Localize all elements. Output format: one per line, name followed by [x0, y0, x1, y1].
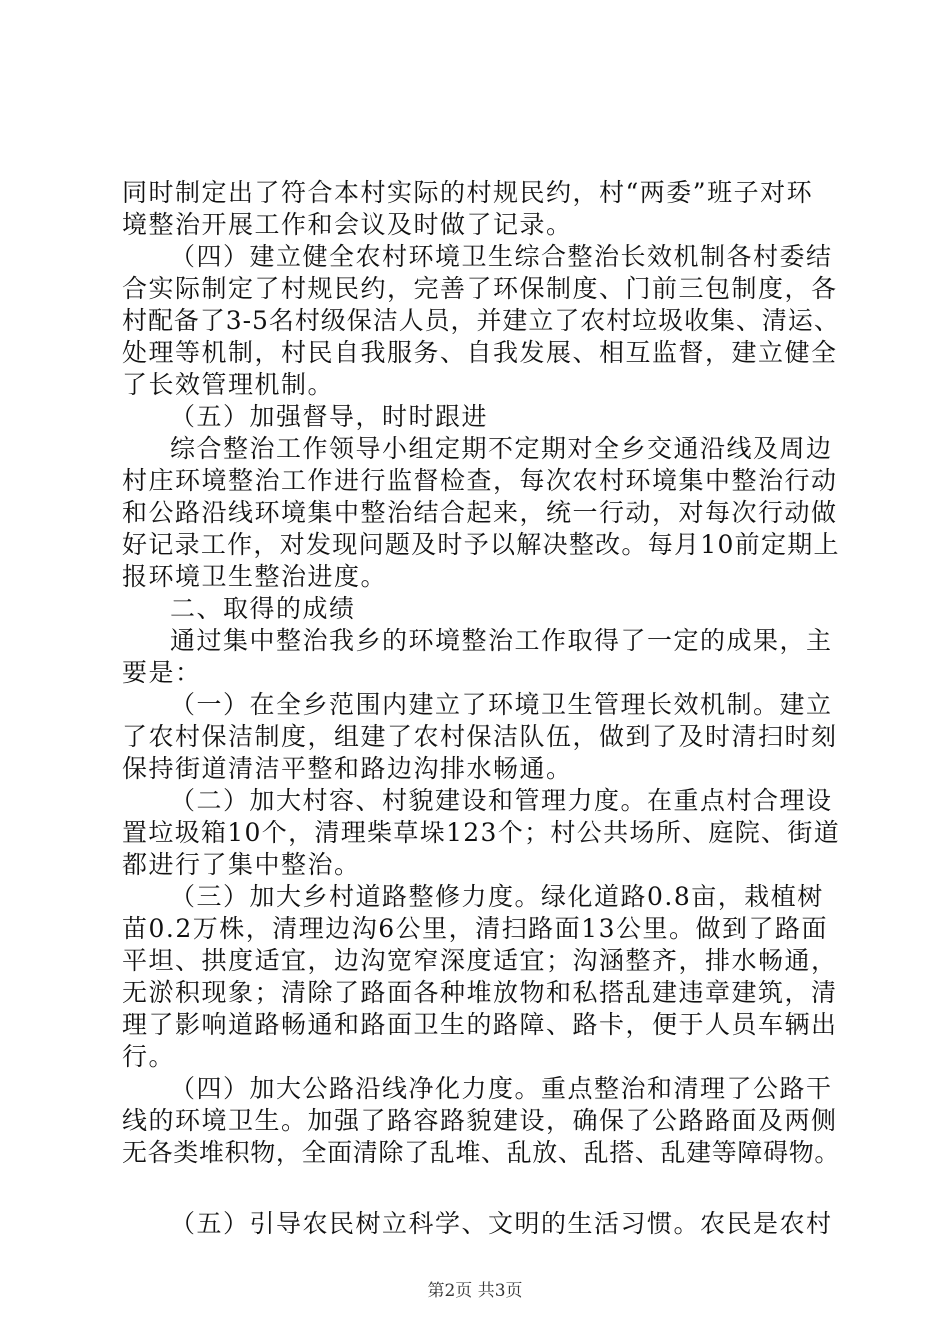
paragraph-line: 村配备了3-5名村级保洁人员，并建立了农村垃圾收集、清运、 [122, 306, 840, 335]
paragraph-line: 都进行了集中整治。 [122, 850, 361, 879]
section-heading: （五）加强督导，时时跟进 [170, 402, 489, 431]
paragraph-line: 线的环境卫生。加强了路容路貌建设，确保了公路路面及两侧 [122, 1106, 838, 1135]
paragraph-line: 无淤积现象；清除了路面各种堆放物和私搭乱建违章建筑，清 [122, 978, 838, 1007]
paragraph-line: 处理等机制，村民自我服务、自我发展、相互监督，建立健全 [122, 338, 838, 367]
paragraph-line: 报环境卫生整治进度。 [122, 562, 388, 591]
paragraph-line: 同时制定出了符合本村实际的村规民约，村“两委”班子对环 [122, 178, 814, 207]
paragraph-line: 要是： [122, 658, 202, 687]
paragraph-line: 无各类堆积物，全面清除了乱堆、乱放、乱搭、乱建等障碍物。 [122, 1138, 841, 1167]
paragraph-line: （三）加大乡村道路整修力度。绿化道路0.8亩，栽植树 [170, 882, 824, 911]
paragraph-line: 保持街道清洁平整和路边沟排水畅通。 [122, 754, 573, 783]
paragraph-line: 综合整治工作领导小组定期不定期对全乡交通沿线及周边 [170, 434, 833, 463]
paragraph-line: 村庄环境整治工作进行监督检查，每次农村环境集中整治行动 [122, 466, 838, 495]
paragraph-line: （四）加大公路沿线净化力度。重点整治和清理了公路干 [170, 1074, 833, 1103]
paragraph-line: 境整治开展工作和会议及时做了记录。 [122, 210, 573, 239]
paragraph-line: （四）建立健全农村环境卫生综合整治长效机制各村委结 [170, 242, 833, 271]
paragraph-line: 好记录工作，对发现问题及时予以解决整改。每月10前定期上 [122, 530, 840, 559]
paragraph-line: 了长效管理机制。 [122, 370, 335, 399]
paragraph-line: 合实际制定了村规民约，完善了环保制度、门前三包制度，各 [122, 274, 838, 303]
section-heading: 二、取得的成绩 [170, 594, 356, 623]
paragraph-line: 平坦、拱度适宜，边沟宽窄深度适宜；沟涵整齐，排水畅通， [122, 946, 838, 975]
paragraph-line: 行。 [122, 1042, 176, 1071]
paragraph-line: （五）引导农民树立科学、文明的生活习惯。农民是农村 [170, 1209, 833, 1238]
paragraph-line: 理了影响道路畅通和路面卫生的路障、路卡，便于人员车辆出 [122, 1010, 838, 1039]
page-footer: 第2页 共3页 [427, 1281, 523, 1301]
paragraph-line: 苗0.2万株，清理边沟6公里，清扫路面13公里。做到了路面 [122, 914, 828, 943]
paragraph-line: （一）在全乡范围内建立了环境卫生管理长效机制。建立 [170, 690, 833, 719]
paragraph-line: （二）加大村容、村貌建设和管理力度。在重点村合理设 [170, 786, 833, 815]
paragraph-line: 通过集中整治我乡的环境整治工作取得了一定的成果，主 [170, 626, 833, 655]
paragraph-line: 和公路沿线环境集中整治结合起来，统一行动，对每次行动做 [122, 498, 838, 527]
paragraph-line: 置垃圾箱10个，清理柴草垛123个；村公共场所、庭院、街道 [122, 818, 841, 847]
paragraph-line: 了农村保洁制度，组建了农村保洁队伍，做到了及时清扫时刻 [122, 722, 838, 751]
